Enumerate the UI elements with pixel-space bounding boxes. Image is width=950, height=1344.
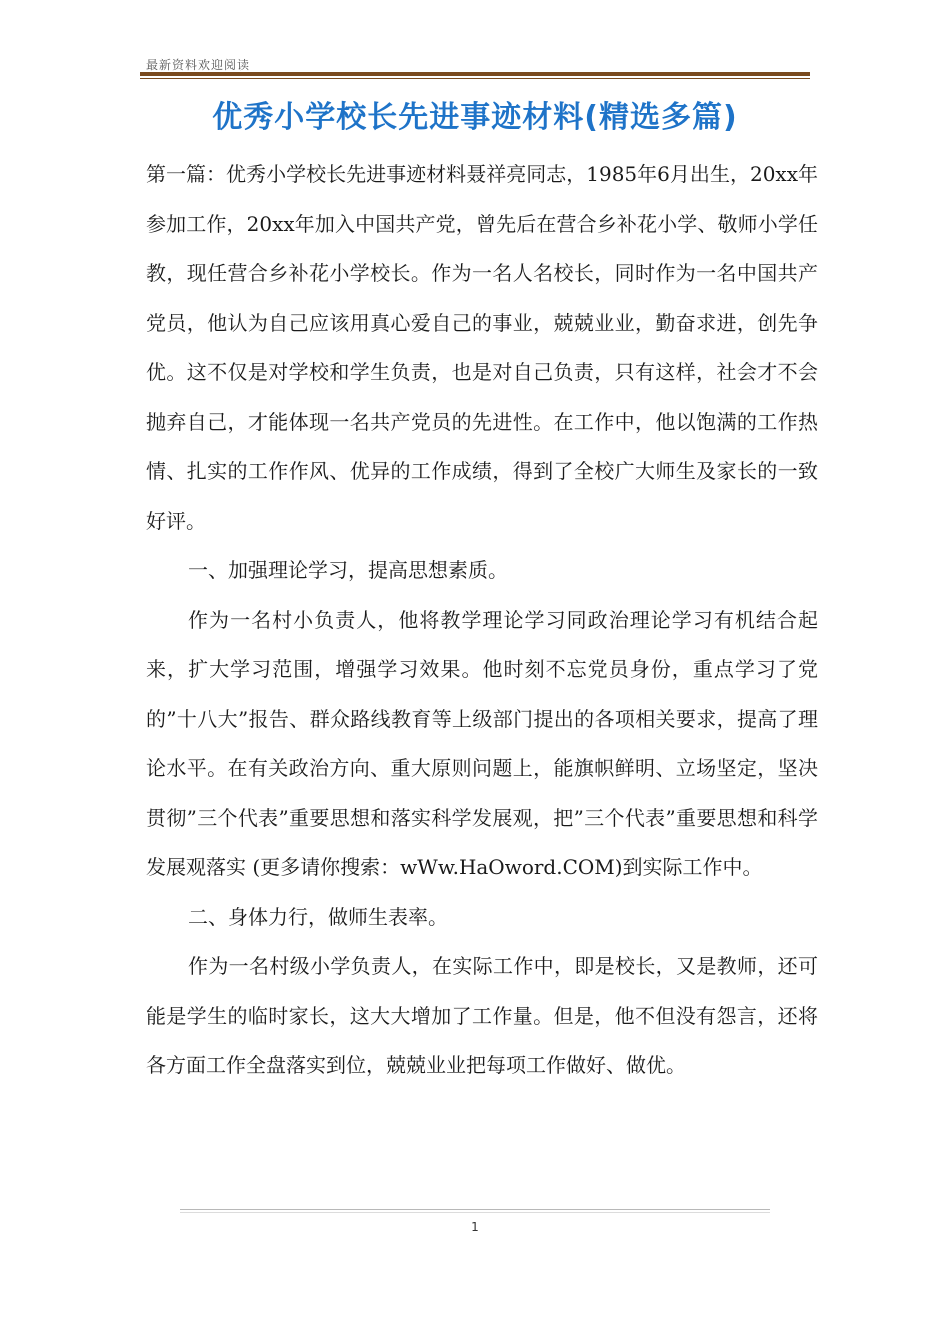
paragraph-section-2: 作为一名村级小学负责人，在实际工作中，即是校长，又是教师，还可能是学生的临时家长，这大大增加了工作量。但是，他不但没有怨言，还将各方面工作全盘落实到位，兢兢业业把每项工作做好、做优。 — [146, 954, 818, 1077]
header-rule — [140, 72, 810, 76]
paragraph-intro: 第一篇：优秀小学校长先进事迹材料聂祥亮同志，1985年6月出生，20xx年参加工作，20xx年加入中国共产党，曾先后在营合乡补花小学、敬师小学任教，现任营合乡补花小学校长。作为一名人名校长，同时作为一名中国共产党员，他认为自己应该用真心爱自己的事业，兢兢业业，勤奋求进，创先争优。这不仅是对学校和学生负责，也是对自己负责，只有这样，社会才不会抛弃自己，才能体现一名共产党员的先进性。在工作中，他以饱满的工作热情、扎实的工作作风、优异的工作成绩，得到了全校广大师生及家长的一致好评。 — [146, 162, 818, 533]
header-text: 最新资料欢迎阅读 — [146, 58, 251, 72]
footer-rule-thin — [180, 1212, 770, 1213]
page-number: 1 — [471, 1220, 479, 1234]
document-body — [146, 150, 818, 1091]
section-heading-1: 一、加强理论学习，提高思想素质。 — [188, 558, 508, 582]
footer-rule — [180, 1209, 770, 1210]
section-heading-2: 二、身体力行，做师生表率。 — [188, 904, 448, 929]
document-title: 优秀小学校长先进事迹材料(精选多篇) — [212, 100, 738, 135]
paragraph-section-1: 作为一名村小负责人，他将教学理论学习同政治理论学习有机结合起来，扩大学习范围，增强学习效果。他时刻不忘党员身份，重点学习了党的”十八大”报告、群众路线教育等上级部门提出的各项相关要求，提高了理论水平。在有关政治方向、重大原则问题上，能旗帜鲜明、立场坚定，坚决贯彻”三个代表”重要思想和落实科学发展观，把”三个代表”重要思想和科学发展观落实 (更多请你搜索：wWw.HaOword.COM)到实际工作中。 — [146, 607, 818, 879]
header-rule-thin — [140, 78, 810, 79]
